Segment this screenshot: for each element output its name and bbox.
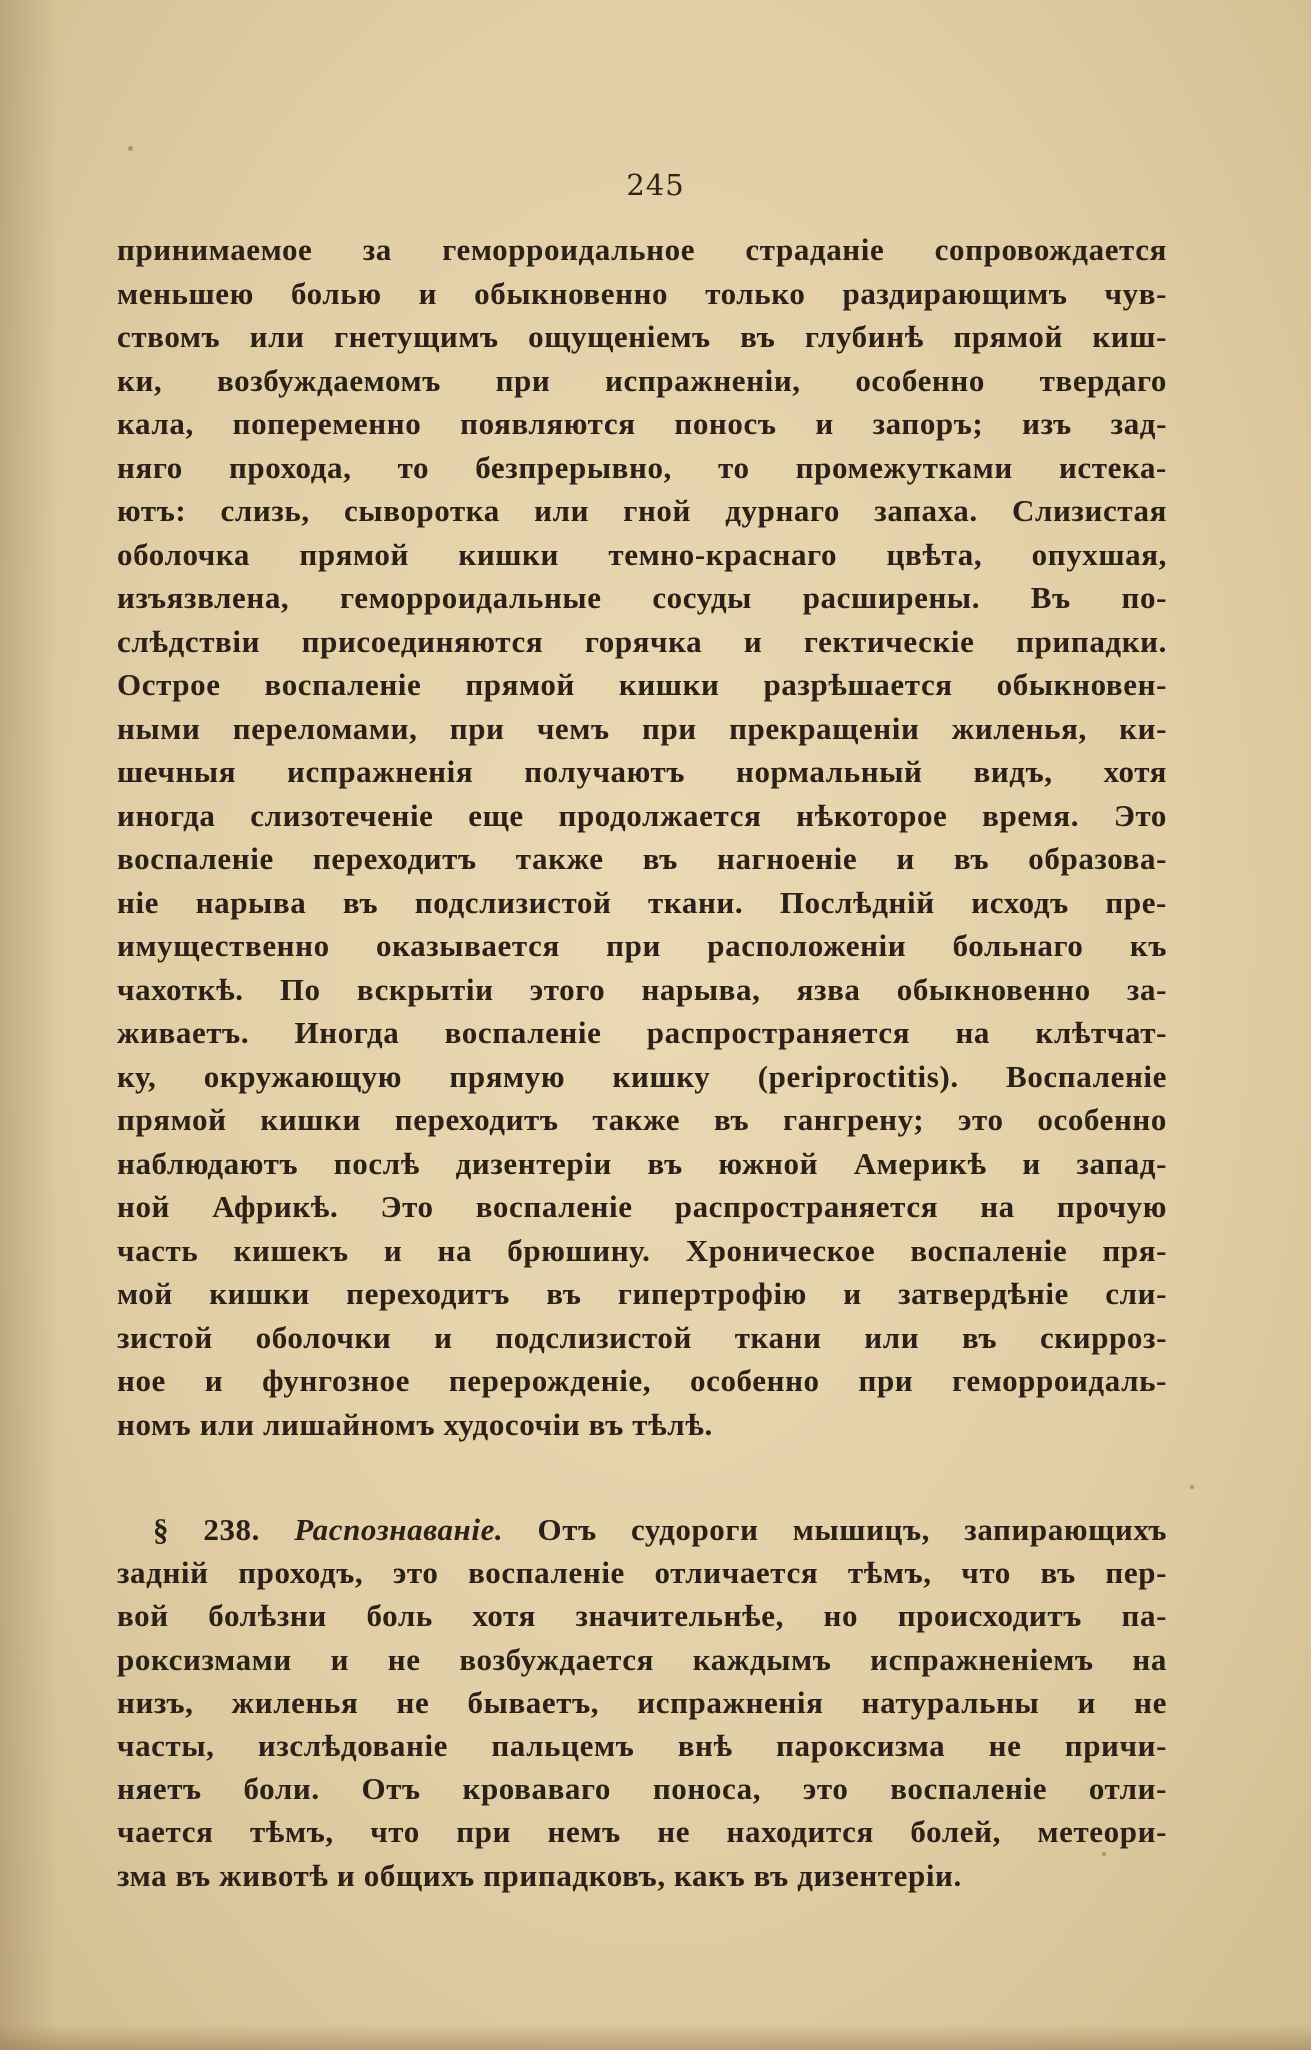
text-line: ное и фунгозное перерожденіе, особенно при геморроидаль-	[117, 1363, 1167, 1398]
paper-speck	[1190, 1485, 1194, 1489]
section-first-line	[117, 1508, 1167, 1551]
text-line: имущественно оказывается при расположеніи больнаго къ	[117, 928, 1167, 963]
text-line: зма въ животѣ и общихъ припадковъ, какъ въ дизентеріи.	[117, 1857, 962, 1893]
page-number: 245	[626, 168, 685, 202]
text-line: часты, изслѣдованіе пальцемъ внѣ пароксизма не причи-	[117, 1727, 1167, 1763]
section-number: § 238.	[153, 1512, 260, 1547]
text-line: слѣдствіи присоединяются горячка и гектическіе припадки.	[117, 623, 1167, 659]
text-line: шечныя испражненія получаютъ нормальный видъ, хотя	[117, 754, 1167, 789]
text-line: ствомъ или гнетущимъ ощущеніемъ въ глубинѣ прямой киш-	[117, 319, 1167, 354]
section-first-line-text: Отъ судороги мышицъ, запирающихъ	[537, 1512, 1167, 1547]
paper-speck	[128, 146, 133, 151]
text-line: принимаемое за геморроидальное страданіе сопровождается	[117, 232, 1167, 267]
text-line: живаетъ. Иногда воспаленіе распространяется на клѣтчат-	[117, 1015, 1167, 1050]
text-line: низъ, жиленья не бываетъ, испражненія натуральны и не	[117, 1684, 1167, 1720]
text-line: изъязвлена, геморроидальные сосуды расширены. Въ по-	[117, 580, 1167, 615]
text-line: номъ или лишайномъ худосочіи въ тѣлѣ.	[117, 1406, 713, 1442]
text-line: ки, возбуждаемомъ при испражненіи, особенно твердаго	[117, 362, 1167, 398]
text-line: ютъ: слизь, сыворотка или гной дурнаго запаха. Слизистая	[117, 493, 1167, 528]
text-line: меньшею болью и обыкновенно только раздирающимъ чув-	[117, 275, 1167, 311]
page-bottom-edge	[0, 2024, 1311, 2050]
text-line: няетъ боли. Отъ кроваваго поноса, это воспаленіе отли-	[117, 1771, 1167, 1807]
text-line: роксизмами и не возбуждается каждымъ испражненіемъ на	[117, 1641, 1167, 1677]
paragraph-main	[117, 228, 1167, 1446]
text-line: ніе нарыва въ подслизистой ткани. Послѣдній исходъ пре-	[117, 884, 1167, 920]
text-line: иногда слизотеченіе еще продолжается нѣкоторое время. Это	[117, 797, 1167, 833]
text-line: ной Африкѣ. Это воспаленіе распространяется на прочую	[117, 1189, 1167, 1224]
page-edge-shadow	[0, 0, 60, 2050]
text-line: наблюдаютъ послѣ дизентеріи въ южной Америкѣ и запад-	[117, 1145, 1167, 1181]
text-line: чахоткѣ. По вскрытіи этого нарыва, язва обыкновенно за-	[117, 971, 1167, 1007]
text-line: Острое воспаленіе прямой кишки разрѣшается обыкновен-	[117, 667, 1167, 702]
text-line: чается тѣмъ, что при немъ не находится болей, метеори-	[117, 1814, 1167, 1850]
text-line: задній проходъ, это воспаленіе отличается тѣмъ, что въ пер-	[117, 1555, 1167, 1591]
text-line: оболочка прямой кишки темно-краснаго цвѣта, опухшая,	[117, 536, 1167, 572]
paragraph-diagnosis	[117, 1508, 1167, 1897]
text-line: прямой кишки переходитъ также въ гангрену; это особенно	[117, 1102, 1167, 1137]
text-line: мой кишки переходитъ въ гипертрофію и затвердѣніе сли-	[117, 1276, 1167, 1311]
section-heading: Распознаваніе.	[294, 1512, 504, 1547]
text-line: ными переломами, при чемъ при прекращеніи жиленья, ки-	[117, 710, 1167, 746]
text-line: воспаленіе переходитъ также въ нагноеніе и въ образова-	[117, 841, 1167, 876]
text-line: зистой оболочки и подслизистой ткани или въ скирроз-	[117, 1319, 1167, 1355]
text-line: часть кишекъ и на брюшину. Хроническое воспаленіе пря-	[117, 1232, 1167, 1268]
text-line: няго прохода, то безпрерывно, то промежутками истека-	[117, 449, 1167, 485]
text-line: ку, окружающую прямую кишку (periproctitis). Воспаленіе	[117, 1058, 1167, 1094]
text-line: вой болѣзни боль хотя значительнѣе, но происходитъ па-	[117, 1598, 1167, 1634]
text-line: кала, попеременно появляются поносъ и запоръ; изъ зад-	[117, 406, 1167, 441]
